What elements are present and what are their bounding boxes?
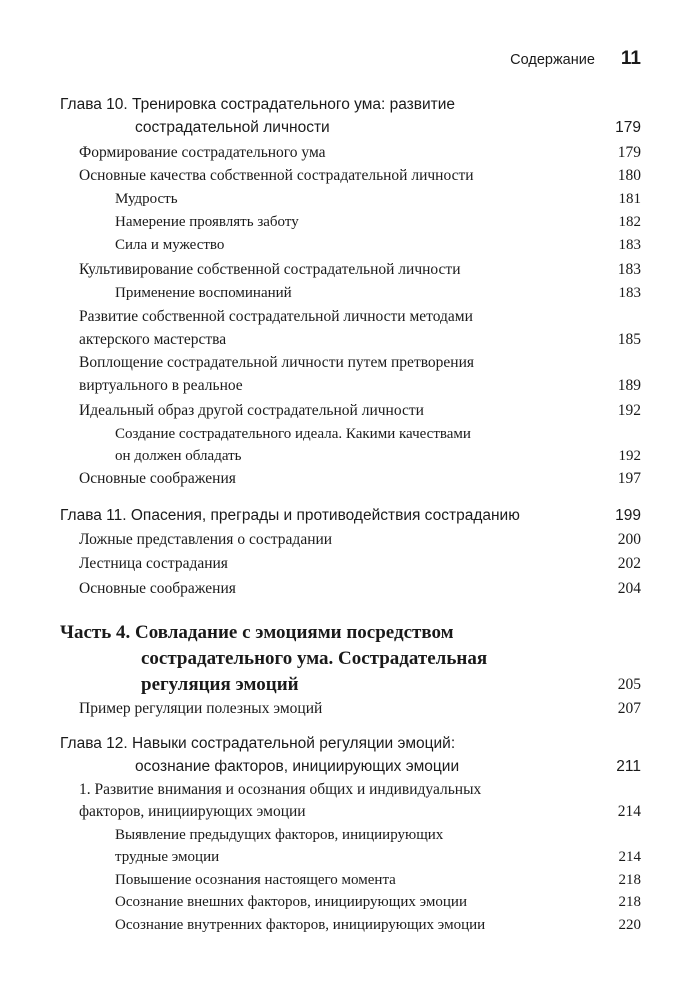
toc-entry-text: Глава 11. Опасения, преграды и противодействия состраданию bbox=[60, 507, 520, 524]
toc-entry-text: сострадательной личности bbox=[135, 119, 330, 136]
toc-entry-text: 1. Развитие внимания и осознания общих и индивидуальных bbox=[79, 781, 482, 798]
toc-entry-text: Культивирование собственной сострадательной личности bbox=[79, 261, 461, 278]
toc-entry-page: 179 bbox=[615, 119, 641, 136]
toc-entry-page: 205 bbox=[617, 676, 641, 693]
toc-entry-text: регуляция эмоций bbox=[141, 674, 299, 695]
toc-entry-text: Ложные представления о сострадании bbox=[79, 531, 333, 548]
running-header bbox=[510, 48, 641, 70]
toc-entry-page: 183 bbox=[618, 237, 641, 253]
toc-entry-text: Выявление предыдущих факторов, инициирующих bbox=[115, 827, 444, 843]
toc-entry-text: Повышение осознания настоящего момента bbox=[115, 872, 396, 888]
toc-entry-page: 180 bbox=[617, 167, 641, 184]
toc-entry-text: Создание сострадательного идеала. Какими качествами bbox=[115, 426, 471, 442]
toc-entry-page: 199 bbox=[615, 507, 641, 524]
toc-entry-text: Основные соображения bbox=[79, 580, 236, 597]
toc-entry-text: Развитие собственной сострадательной личности методами bbox=[79, 308, 473, 325]
toc-entry-text: Воплощение сострадательной личности путем претворения bbox=[79, 354, 475, 371]
running-header-section: Содержание bbox=[510, 52, 595, 68]
toc-entry-page: 181 bbox=[618, 191, 641, 207]
toc-entry-page: 220 bbox=[618, 917, 641, 933]
toc-entry-text: Идеальный образ другой сострадательной личности bbox=[79, 402, 424, 419]
toc-entry-text: Осознание внешних факторов, инициирующих эмоции bbox=[115, 894, 467, 910]
toc-entry-page: 192 bbox=[617, 402, 641, 419]
toc-entry-text: трудные эмоции bbox=[115, 849, 220, 865]
page-number: 11 bbox=[620, 48, 641, 69]
toc-entry-text: Применение воспоминаний bbox=[115, 285, 292, 301]
toc-entry-text: Формирование сострадательного ума bbox=[79, 144, 326, 161]
toc-entry-text: Мудрость bbox=[115, 191, 178, 207]
toc-entry-text: осознание факторов, инициирующих эмоции bbox=[135, 758, 460, 775]
toc-entry-text: Основные качества собственной сострадательной личности bbox=[79, 167, 474, 184]
toc-entry-text: Лестница сострадания bbox=[79, 555, 228, 572]
toc-entry-text: сострадательного ума. Сострадательная bbox=[141, 648, 488, 669]
toc-entry-page: 214 bbox=[618, 849, 641, 865]
toc-entry-page: 207 bbox=[617, 700, 641, 717]
toc-entry-page: 211 bbox=[616, 758, 641, 775]
toc-entry-text: актерского мастерства bbox=[79, 331, 227, 348]
toc-entry-page: 185 bbox=[617, 331, 641, 348]
toc-entry-text: виртуального в реальное bbox=[79, 377, 243, 394]
toc-entry-page: 192 bbox=[618, 448, 641, 464]
toc-entry-page: 218 bbox=[618, 872, 641, 888]
toc-entry-text: Сила и мужество bbox=[115, 237, 225, 253]
toc-entry-text: Осознание внутренних факторов, инициирующих эмоции bbox=[115, 917, 486, 933]
toc-entry-text: факторов, инициирующих эмоции bbox=[79, 803, 306, 820]
toc-entry-page: 197 bbox=[617, 470, 641, 487]
toc-entry-text: Намерение проявлять заботу bbox=[115, 214, 299, 230]
toc-entry-text: Пример регуляции полезных эмоций bbox=[79, 700, 323, 717]
toc-entry-page: 218 bbox=[618, 894, 641, 910]
toc-entry-page: 182 bbox=[618, 214, 641, 230]
toc-entry-text: Глава 10. Тренировка сострадательного ума: развитие bbox=[60, 96, 456, 113]
toc-entry-page: 179 bbox=[617, 144, 641, 161]
toc-entry-page: 214 bbox=[617, 803, 641, 820]
toc-entry-page: 189 bbox=[617, 377, 641, 394]
toc-entry-page: 202 bbox=[617, 555, 641, 572]
toc-entry-text: он должен обладать bbox=[115, 448, 242, 464]
toc-entry-page: 204 bbox=[617, 580, 641, 597]
toc-entry-text: Часть 4. Совладание с эмоциями посредством bbox=[60, 622, 454, 643]
toc-entry-text: Основные соображения bbox=[79, 470, 236, 487]
toc-entry-page: 183 bbox=[617, 261, 641, 278]
toc-entry-page: 183 bbox=[618, 285, 641, 301]
toc-entry-page: 200 bbox=[617, 531, 641, 548]
toc-entry-text: Глава 12. Навыки сострадательной регуляции эмоций: bbox=[60, 735, 456, 752]
